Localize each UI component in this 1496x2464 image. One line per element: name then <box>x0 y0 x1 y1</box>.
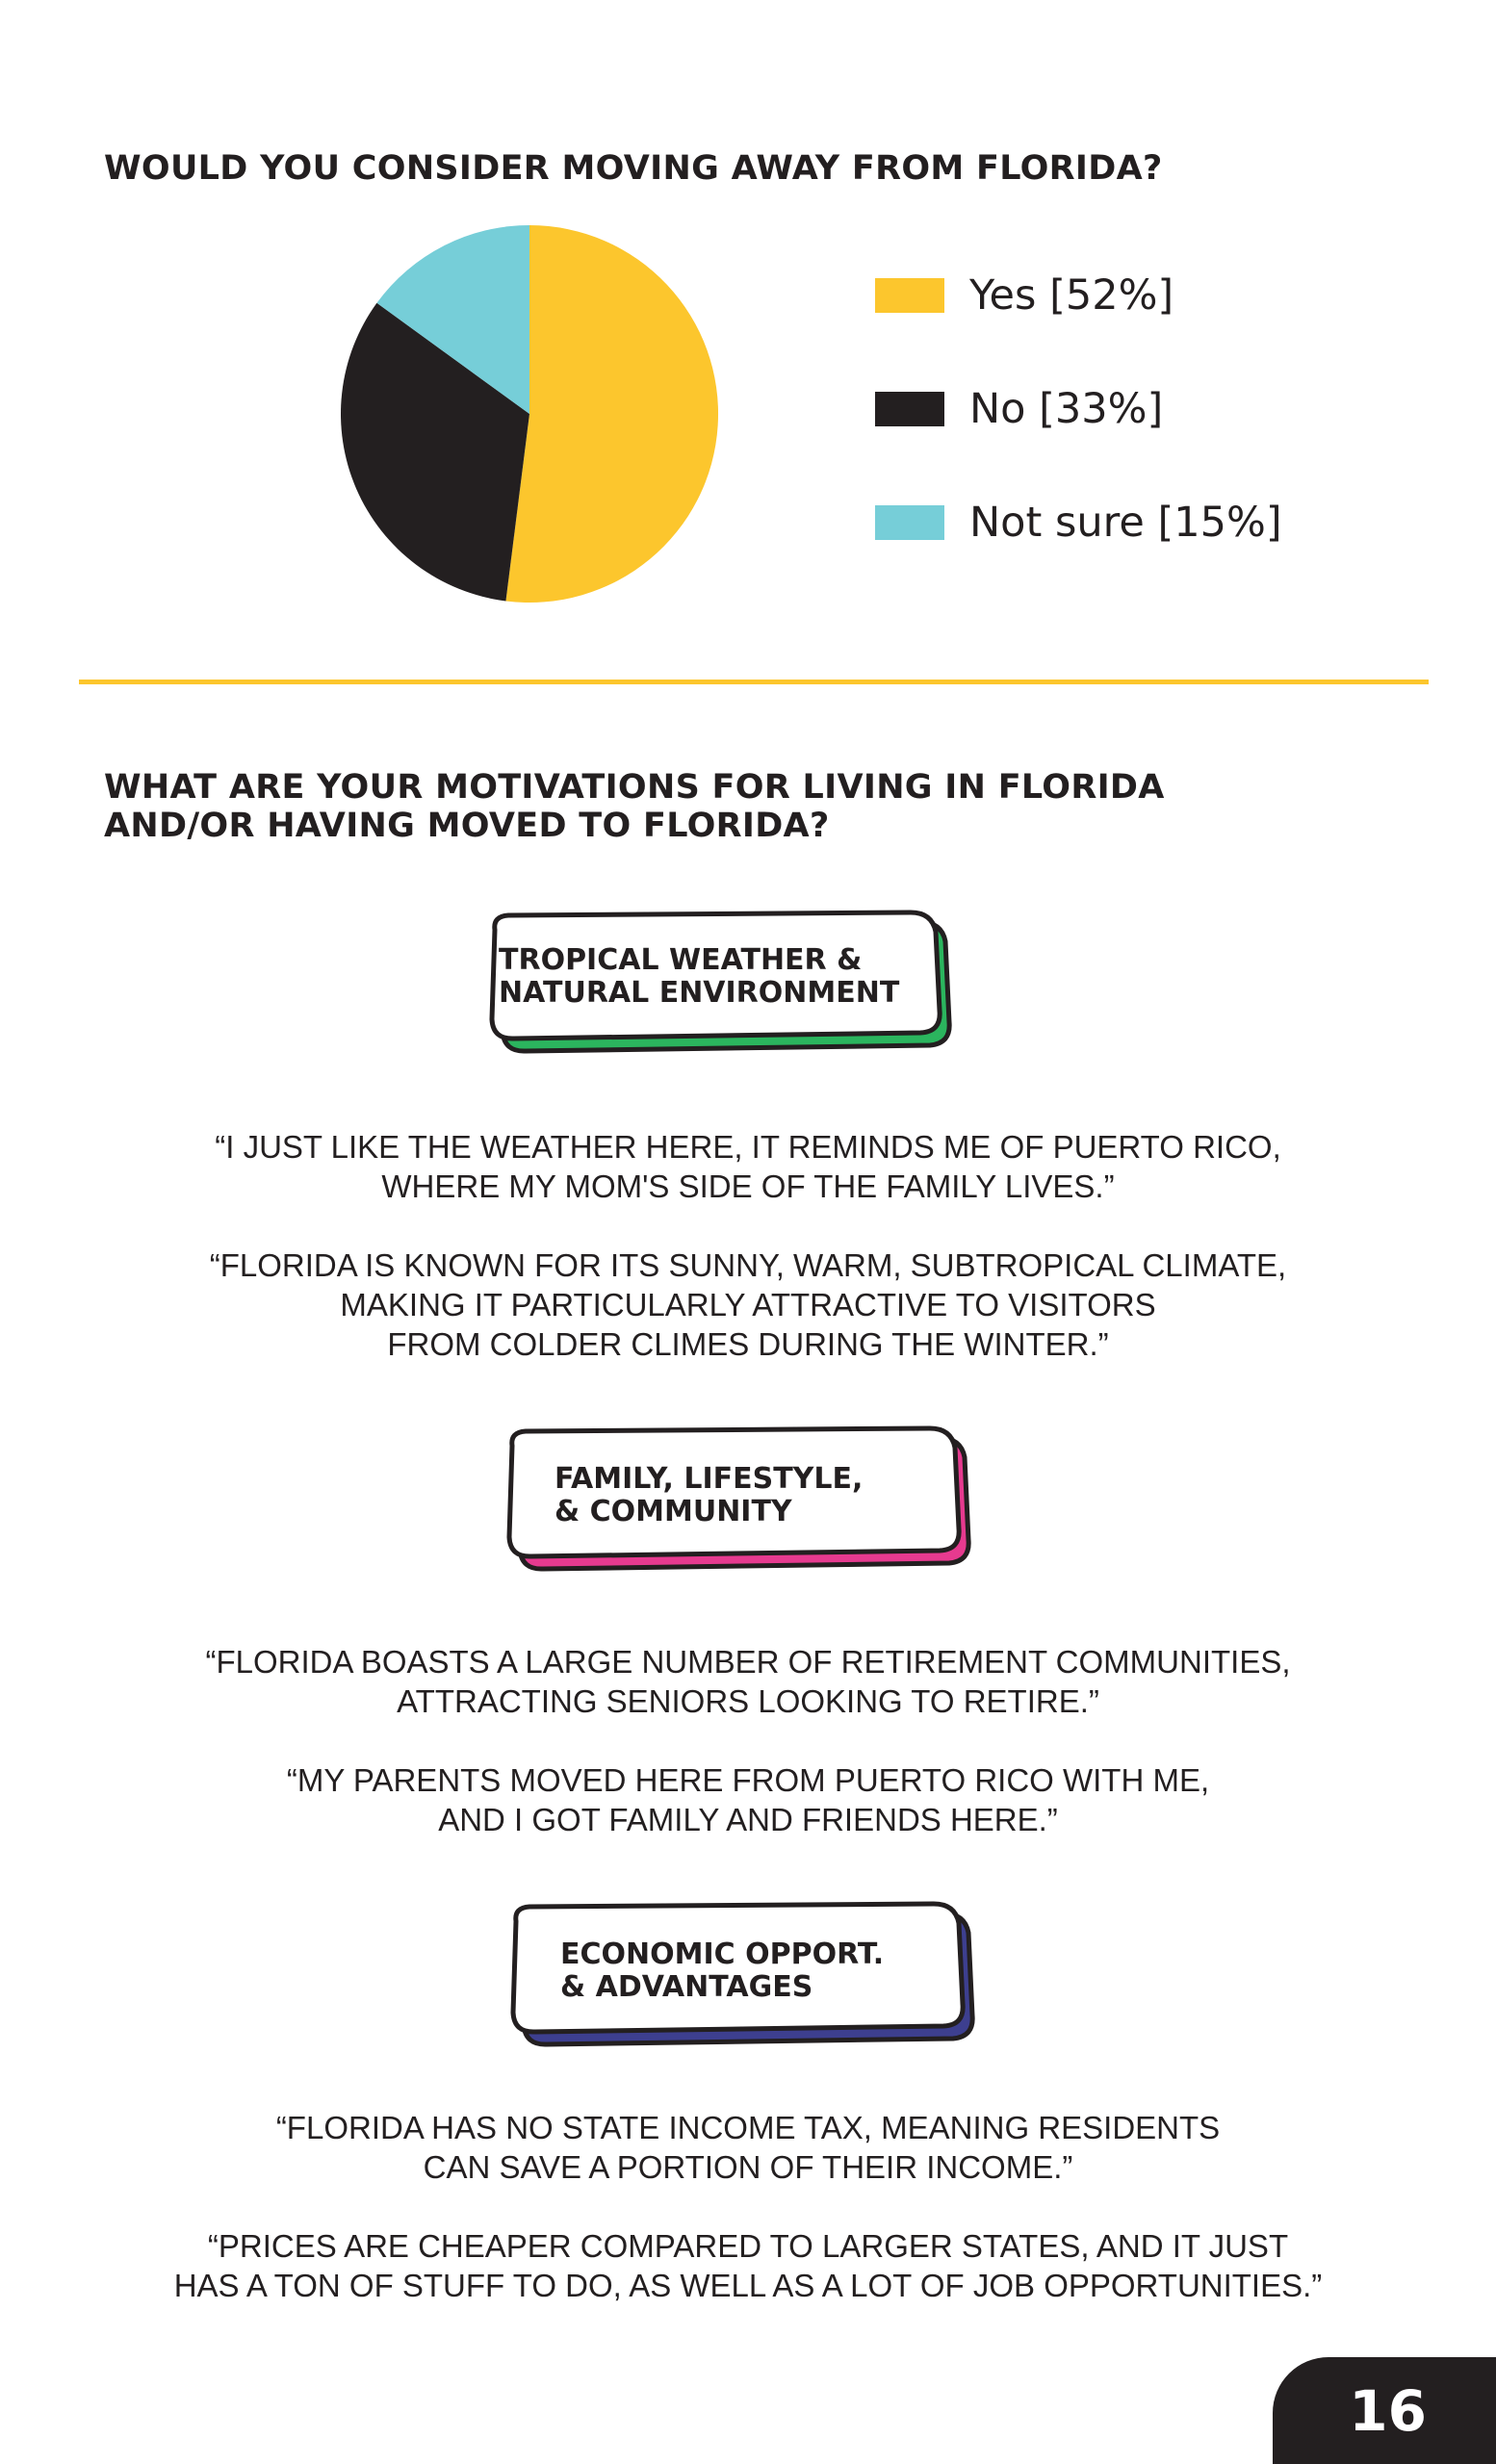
quotes-family-lifestyle <box>0 1642 1496 1839</box>
legend-label-no: No [33%] <box>969 385 1164 433</box>
quote: “FLORIDA HAS NO STATE INCOME TAX, MEANING RESIDENTS CAN SAVE A PORTION OF THEIR INCOME.” <box>275 2110 1221 2185</box>
quote: “PRICES ARE CHEAPER COMPARED TO LARGER STATES, AND IT JUST HAS A TON OF STUFF TO DO, AS WELL AS A LOT OF JOB OPPORTUNITIES.” <box>173 2228 1323 2303</box>
question-1-heading: WOULD YOU CONSIDER MOVING AWAY FROM FLORIDA? <box>104 149 1163 188</box>
tag-family-lifestyle <box>499 1426 974 1582</box>
legend-item-no <box>875 385 1163 433</box>
quote: “FLORIDA BOASTS A LARGE NUMBER OF RETIREMENT COMMUNITIES, ATTRACTING SENIORS LOOKING TO RETIRE.” <box>205 1644 1291 1719</box>
quotes-tropical-weather <box>0 1127 1496 1364</box>
legend-swatch-no <box>875 392 944 426</box>
quotes-economic-opportunity <box>0 2108 1496 2305</box>
pie-slice-yes <box>505 225 718 603</box>
tag-label-economic-opportunity: ECONOMIC OPPORT. & ADVANTAGES <box>560 1938 885 2004</box>
tag-economic-opportunity <box>503 1902 978 2058</box>
legend-label-yes: Yes [52%] <box>969 271 1174 320</box>
pie-chart <box>337 221 722 606</box>
tag-label-tropical-weather: TROPICAL WEATHER & NATURAL ENVIRONMENT <box>499 943 900 1010</box>
page-number: 16 <box>1349 2378 1427 2444</box>
legend-swatch-yes <box>875 278 944 313</box>
question-2-heading: WHAT ARE YOUR MOTIVATIONS FOR LIVING IN FLORIDA AND/OR HAVING MOVED TO FLORIDA? <box>104 768 1165 845</box>
tag-label-family-lifestyle: FAMILY, LIFESTYLE, & COMMUNITY <box>555 1462 864 1528</box>
section-divider <box>79 680 1429 684</box>
page-number-tab <box>1273 2357 1496 2464</box>
legend-label-not-sure: Not sure [15%] <box>969 499 1282 547</box>
legend-swatch-not-sure <box>875 505 944 540</box>
legend-item-not-sure <box>875 499 1282 547</box>
quote: “FLORIDA IS KNOWN FOR ITS SUNNY, WARM, SUBTROPICAL CLIMATE, MAKING IT PARTICULARLY ATTRACTIVE TO VISITORS FROM COLDER CLIMES DURING THE WINTER.” <box>209 1247 1287 1362</box>
quote: “I JUST LIKE THE WEATHER HERE, IT REMINDS ME OF PUERTO RICO, WHERE MY MOM'S SIDE OF THE FAMILY LIVES.” <box>215 1129 1281 1204</box>
legend-item-yes <box>875 271 1174 320</box>
tag-tropical-weather <box>481 911 955 1065</box>
quote: “MY PARENTS MOVED HERE FROM PUERTO RICO WITH ME, AND I GOT FAMILY AND FRIENDS HERE.” <box>286 1762 1210 1837</box>
